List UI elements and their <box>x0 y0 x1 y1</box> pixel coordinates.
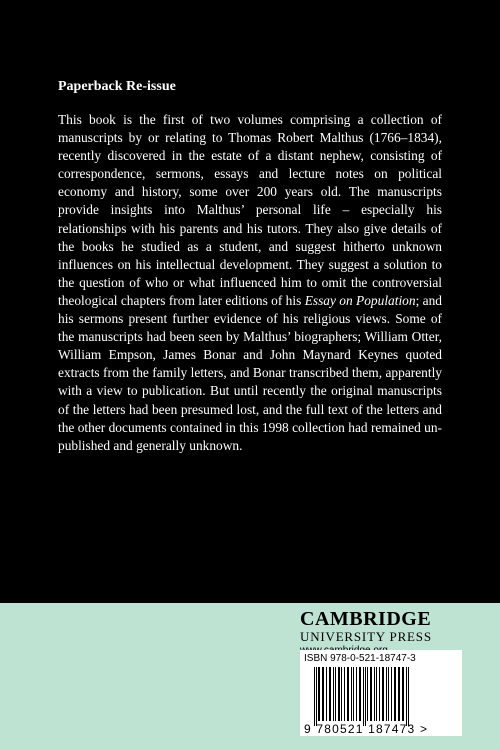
book-title-italic: Essay on Population <box>304 292 416 308</box>
description-text <box>58 111 442 455</box>
barcode-bar <box>374 667 375 721</box>
barcode-bar <box>356 667 357 721</box>
barcode-bar <box>382 667 384 721</box>
barcode-bar <box>322 667 324 721</box>
barcode-bar <box>341 667 342 721</box>
barcode-bar <box>347 667 349 721</box>
barcode-bar <box>314 667 315 726</box>
barcode-bar <box>353 667 354 721</box>
barcode-bar <box>388 667 389 721</box>
barcode-bar <box>370 667 372 721</box>
barcode-bar <box>408 667 409 726</box>
barcode-bar <box>326 667 327 721</box>
barcode-bar <box>329 667 331 721</box>
barcode-bar <box>365 667 366 726</box>
description-part-1: This book is the first of two volumes comprising a collection of manuscripts by or relating to Thomas Robert Malthus (1766–1834), recently discovered in the estate of a distant nephew, consisting of correspondence, sermons, essays and lecture notes on political economy and history, some over 200 years old. The manuscripts provide insights into Malthus’ personal life – especially his relationships with his parents and his tutors. They also give details of the books he studied as a student, and suggest hitherto unknown influences on his intellectual development. They suggest a solution to the question of who or what influenced him to omit the controversial theological chapters from later editions of his <box>58 112 442 308</box>
barcode-bar <box>338 667 340 721</box>
barcode-bar <box>333 667 334 721</box>
barcode-bar <box>318 667 320 721</box>
barcode-bar <box>394 667 396 721</box>
barcode-bar <box>351 667 352 721</box>
barcode-bar <box>316 667 317 726</box>
barcode-bar <box>359 667 361 721</box>
barcode-bar <box>379 667 380 721</box>
barcode-bar <box>398 667 400 721</box>
publisher-name: CAMBRIDGE <box>300 608 432 630</box>
barcode-bar <box>344 667 345 721</box>
barcode-bar <box>406 667 407 726</box>
isbn-label: ISBN 978-0-521-18747-3 <box>304 653 416 664</box>
barcode-bar <box>367 667 368 721</box>
publisher-subname: UNIVERSITY PRESS <box>300 629 432 644</box>
barcode-bar <box>386 667 387 721</box>
barcode-panel <box>300 650 462 736</box>
reissue-heading: Paperback Re-issue <box>58 79 176 94</box>
barcode-bar <box>363 667 364 726</box>
barcode-bar <box>376 667 377 721</box>
barcode-bar <box>335 667 336 721</box>
description-part-2: ; and his sermons present further evidence of his religious views. Some of the manuscripts had been seen by Malthus’ biographers; William Otter, William Empson, James Bonar and John Maynard Keynes quoted extracts from the family letters, and Bonar transcribed them, apparently with a view to publication. But until recently the original manuscripts of the letters had been presumed lost, and the full text of the letters and the other documents contained in this 1998 collection had remained un-published and generally unknown. <box>58 292 443 453</box>
barcode-bar <box>402 667 404 721</box>
barcode-digits: 9 780521 187473 > <box>304 722 429 736</box>
barcode-bar <box>391 667 392 721</box>
